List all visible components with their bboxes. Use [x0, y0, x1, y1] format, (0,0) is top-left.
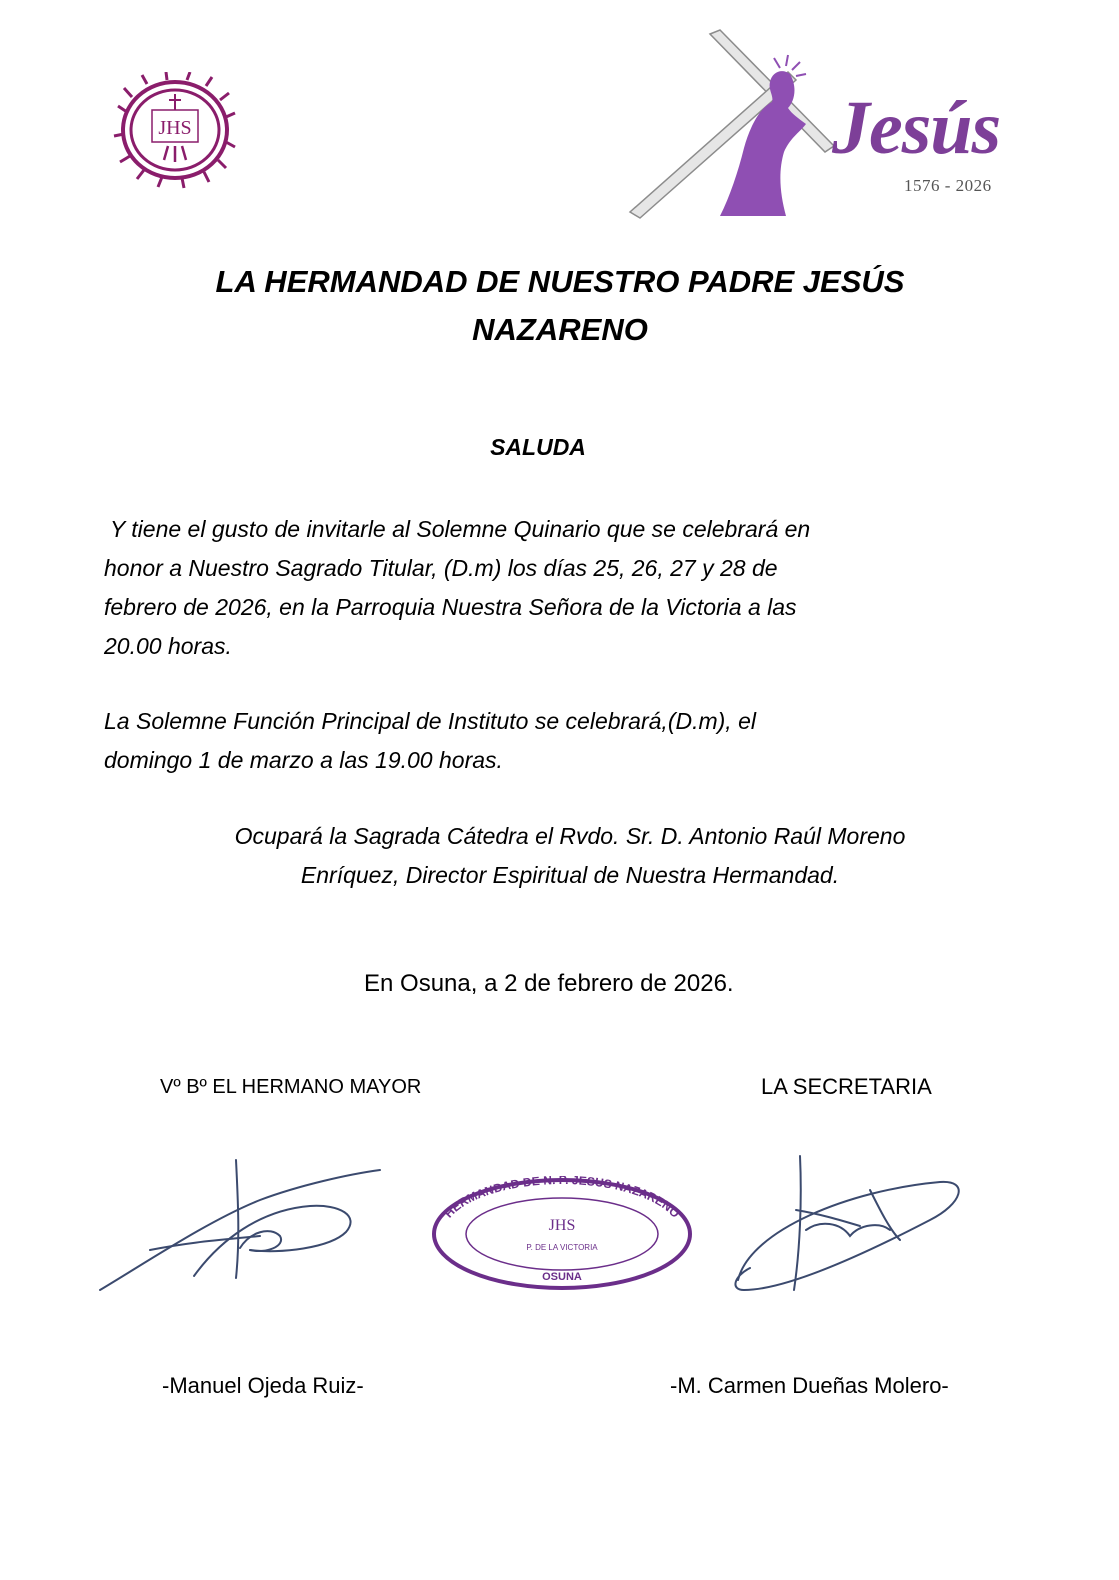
crest-logo — [112, 72, 238, 190]
paragraph-line: domingo 1 de marzo a las 19.00 horas. — [104, 747, 503, 773]
hermano-mayor-role: Vº Bº EL HERMANO MAYOR — [160, 1076, 422, 1098]
signature-left — [90, 1150, 390, 1300]
nazarene-figure-icon — [620, 28, 850, 228]
stamp-monogram: JHS — [548, 1217, 576, 1234]
svg-text:JHS: JHS — [158, 117, 192, 139]
paragraph-line: La Solemne Función Principal de Instituto se celebrará,(D.m), el — [104, 708, 756, 734]
preacher-paragraph — [100, 817, 1040, 895]
date-line: En Osuna, a 2 de febrero de 2026. — [364, 970, 734, 997]
jhs-monogram — [152, 94, 198, 162]
paragraph-line: 20.00 horas. — [104, 633, 232, 659]
hermandad-stamp — [428, 1176, 696, 1292]
title-line-1: LA HERMANDAD DE NUESTRO PADRE JESÚS — [215, 264, 905, 299]
stamp-bottom-text: OSUNA — [542, 1271, 582, 1283]
signature-right — [730, 1150, 970, 1300]
function-paragraph — [104, 702, 1024, 780]
secretaria-name: -M. Carmen Dueñas Molero- — [670, 1373, 949, 1398]
paragraph-line: Enríquez, Director Espiritual de Nuestra Hermandad. — [300, 862, 840, 888]
saluda-heading: SALUDA — [490, 434, 586, 460]
secretaria-role: LA SECRETARIA — [761, 1074, 932, 1099]
logo-title: Jesús — [832, 86, 1001, 170]
paragraph-line: Y tiene el gusto de invitarle al Solemne Quinario que se celebrará en — [104, 516, 811, 542]
paragraph-line: honor a Nuestro Sagrado Titular, (D.m) los días 25, 26, 27 y 28 de — [104, 555, 778, 581]
paragraph-line: Ocupará la Sagrada Cátedra el Rvdo. Sr. D. Antonio Raúl Moreno — [234, 823, 906, 849]
invitation-paragraph — [104, 510, 1024, 666]
hermano-mayor-name: -Manuel Ojeda Ruiz- — [162, 1373, 364, 1398]
stamp-inner-text: P. DE LA VICTORIA — [526, 1243, 598, 1252]
anniversary-logo — [620, 28, 1030, 228]
title-line-2: NAZARENO — [472, 312, 648, 347]
logo-years: 1576 - 2026 — [904, 176, 992, 195]
paragraph-line: febrero de 2026, en la Parroquia Nuestra Señora de la Victoria a las — [104, 594, 797, 620]
stamp-ring-text: HERMANDAD DE N. P. JESUS NAZARENO — [441, 1176, 683, 1221]
page-title — [100, 258, 1020, 354]
